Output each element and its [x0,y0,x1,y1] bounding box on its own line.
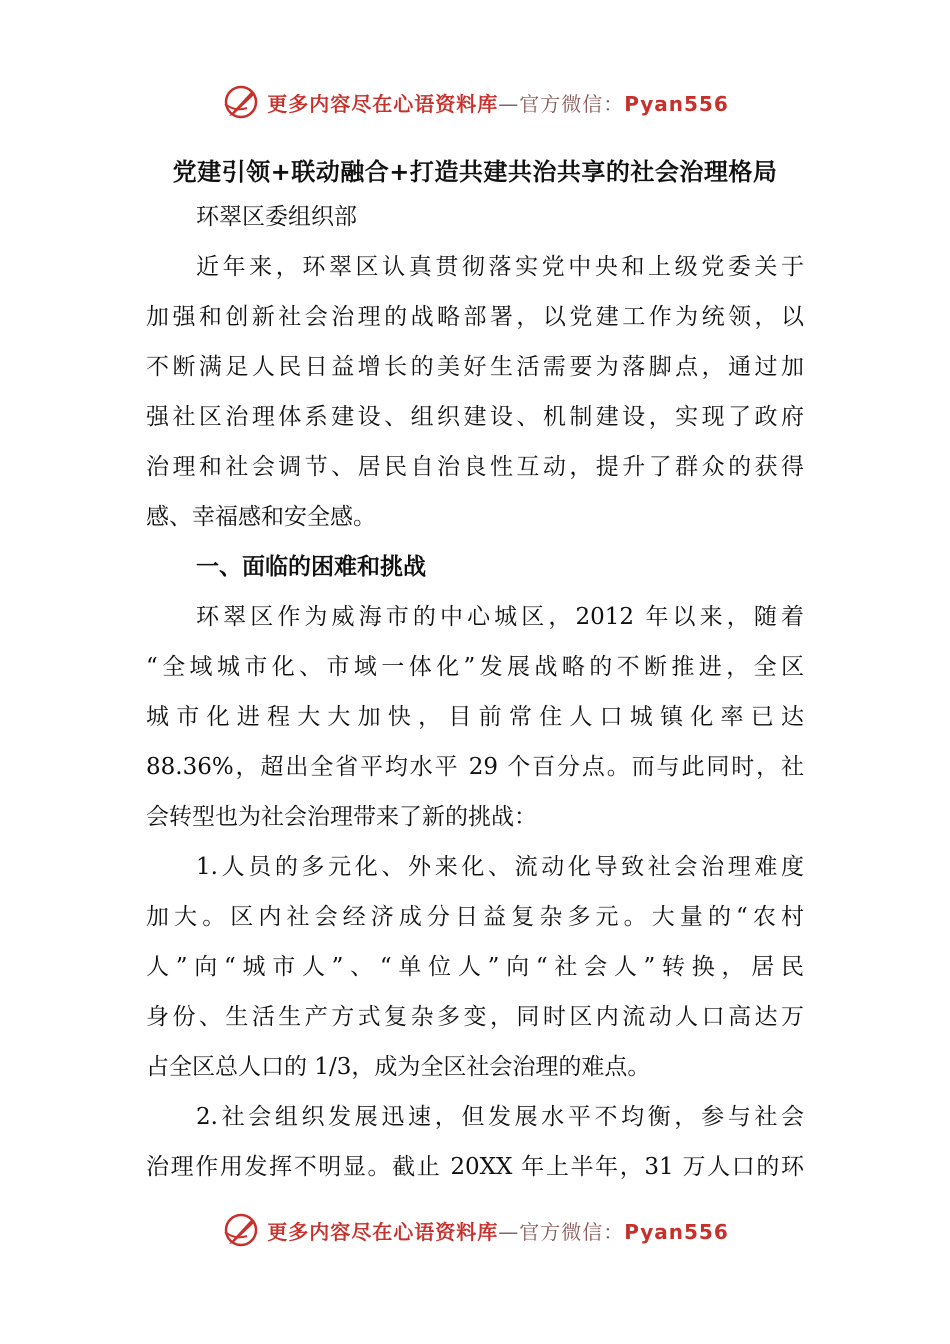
paragraph-line: 环翠区作为威海市的中心城区，2012 年以来，随着 [196,604,804,630]
banner-wechat-id: Pyan556 [624,91,729,116]
paragraph-line: 治理和社会调节、居民自治良性互动，提升了群众的获得 [146,454,804,480]
paragraph-line: 加强和创新社会治理的战略部署，以党建工作为统领，以 [146,304,804,330]
paragraph-line: 近年来，环翠区认真贯彻落实党中央和上级党委关于 [196,254,804,280]
paragraph-line: 2.社会组织发展迅速，但发展水平不均衡，参与社会 [196,1104,804,1130]
banner-wechat-id: Pyan556 [624,1219,729,1244]
banner-brand: 更多内容尽在心语资料库 [267,91,499,116]
paragraph-line: 占全区总人口的 1/3，成为全区社会治理的难点。 [146,1054,651,1080]
paragraph-line: 治理作用发挥不明显。截止 20XX 年上半年，31 万人口的环 [146,1154,804,1180]
header-banner [0,80,950,124]
paragraph-line: 加大。区内社会经济成分日益复杂多元。大量的“农村 [146,904,804,930]
paragraph-line: 不断满足人民日益增长的美好生活需要为落脚点，通过加 [146,354,804,380]
paragraph-line: 身份、生活生产方式复杂多变，同时区内流动人口高达万 [146,1004,804,1030]
banner-dash: — [498,91,520,116]
paragraph-line: 会转型也为社会治理带来了新的挑战： [146,804,537,830]
paragraph-line: 人”向“城市人”、“单位人”向“社会人”转换，居民 [146,954,804,980]
paragraph-line: “全域城市化、市域一体化”发展战略的不断推进，全区 [146,654,804,680]
banner-dash: — [498,1219,520,1244]
section-heading: 一、面临的困难和挑战 [196,554,426,580]
document-title: 党建引领+联动融合+打造共建共治共享的社会治理格局 [172,158,778,186]
footer-banner [0,1208,950,1252]
paragraph-line: 感、幸福感和安全感。 [146,504,376,530]
paragraph-line: 88.36%，超出全省平均水平 29 个百分点。而与此同时，社 [146,754,804,780]
document-author: 环翠区委组织部 [196,204,357,230]
quill-logo-icon [221,1210,261,1250]
paragraph-line: 城市化进程大大加快，目前常住人口城镇化率已达 [146,704,804,730]
quill-logo-icon [221,82,261,122]
paragraph-line: 强社区治理体系建设、组织建设、机制建设，实现了政府 [146,404,804,430]
banner-wechat-label: 官方微信： [519,91,625,116]
banner-brand: 更多内容尽在心语资料库 [267,1219,499,1244]
paragraph-line: 1.人员的多元化、外来化、流动化导致社会治理难度 [196,854,804,880]
banner-wechat-label: 官方微信： [519,1219,625,1244]
